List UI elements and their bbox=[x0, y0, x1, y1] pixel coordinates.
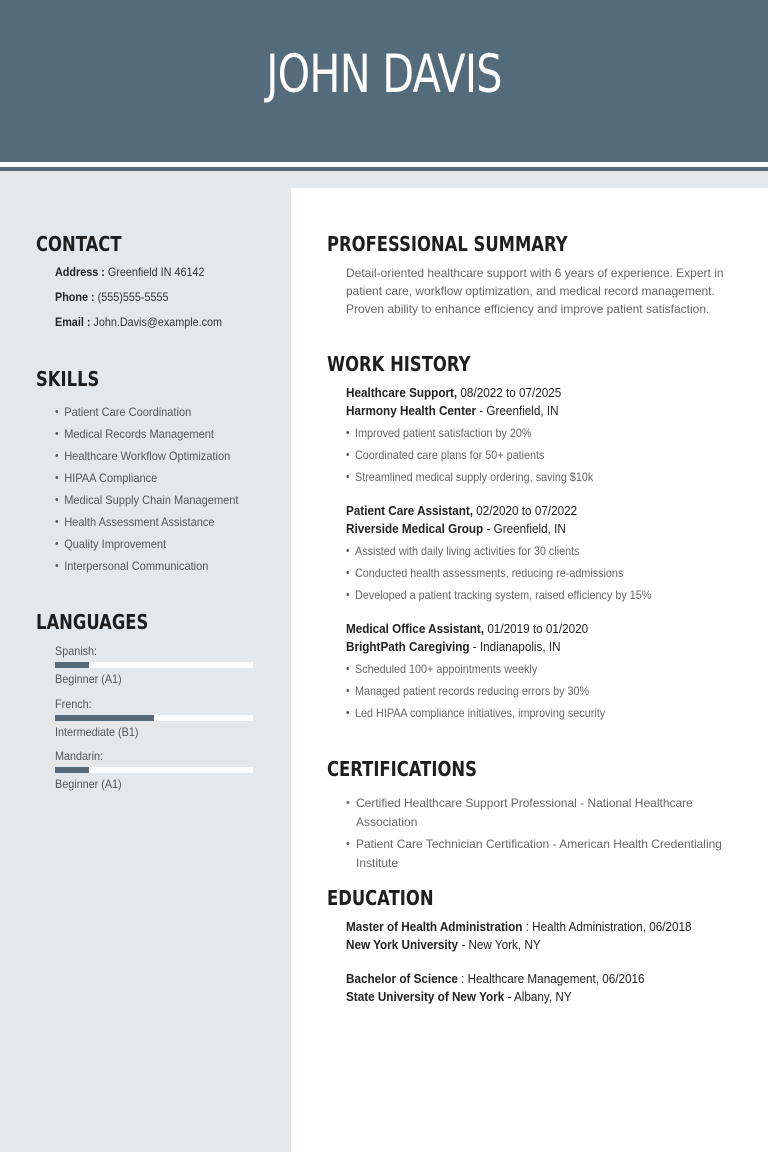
email-label: Email : bbox=[55, 315, 91, 329]
skill-item: • Patient Care Coordination bbox=[55, 404, 238, 426]
job-role: Patient Care Assistant, bbox=[346, 503, 474, 518]
languages-heading: LANGUAGES bbox=[36, 610, 149, 634]
job-bullet: • Developed a patient tracking system, raised efficiency by 15% bbox=[346, 587, 651, 609]
education-location: - New York, NY bbox=[458, 937, 541, 952]
certification-item: • Certified Healthcare Support Professional - National Healthcare Association bbox=[346, 794, 736, 832]
job-employer-line bbox=[346, 521, 566, 536]
language-bar bbox=[55, 662, 253, 668]
education-detail: : Health Administration, 06/2018 bbox=[522, 919, 692, 934]
job-role: Healthcare Support, bbox=[346, 385, 458, 400]
education-heading: EDUCATION bbox=[327, 886, 434, 910]
skill-item: • Medical Supply Chain Management bbox=[55, 492, 238, 514]
language-bar-fill bbox=[55, 715, 154, 721]
contact-heading: CONTACT bbox=[36, 232, 122, 256]
education-school: State University of New York bbox=[346, 989, 505, 1004]
language-bar bbox=[55, 767, 253, 773]
education-school: New York University bbox=[346, 937, 459, 952]
skill-item: • Interpersonal Communication bbox=[55, 558, 238, 580]
job-employer: Harmony Health Center bbox=[346, 403, 477, 418]
job-bullets bbox=[346, 543, 685, 609]
skills-heading: SKILLS bbox=[36, 367, 100, 391]
job-bullet: • Streamlined medical supply ordering, saving $10k bbox=[346, 469, 593, 491]
language-bar bbox=[55, 715, 253, 721]
sidebar bbox=[0, 188, 291, 1152]
job-title-line bbox=[346, 503, 577, 518]
address-label: Address : bbox=[55, 265, 105, 279]
skill-item: • Medical Records Management bbox=[55, 426, 238, 448]
job-bullets bbox=[346, 425, 621, 491]
job-title-line bbox=[346, 621, 588, 636]
separator-band bbox=[0, 171, 768, 188]
candidate-name: JOHN DAVIS bbox=[266, 44, 502, 105]
job-dates: 02/2020 to 07/2022 bbox=[473, 503, 578, 518]
education-detail: : Healthcare Management, 06/2016 bbox=[457, 971, 645, 986]
job-employer: BrightPath Caregiving bbox=[346, 639, 470, 654]
work-history-heading: WORK HISTORY bbox=[327, 352, 471, 376]
job-employer-line bbox=[346, 403, 559, 418]
job-bullet: • Improved patient satisfaction by 20% bbox=[346, 425, 593, 447]
contact-email bbox=[55, 315, 222, 329]
summary-text: Detail-oriented healthcare support with 6 years of experience. Expert in patient care, workflow optimization, and medical record management. Proven ability to enhance efficiency and improve patient satisfaction. bbox=[346, 266, 724, 316]
certification-item: • Patient Care Technician Certification - American Health Credentialing Institute bbox=[346, 835, 736, 873]
job-employer-line bbox=[346, 639, 561, 654]
education-degree-line bbox=[346, 919, 691, 934]
language-level: Intermediate (B1) bbox=[55, 725, 139, 739]
certifications-list bbox=[346, 794, 736, 876]
education-school-line bbox=[346, 937, 541, 952]
education-location: - Albany, NY bbox=[504, 989, 572, 1004]
job-bullet: • Scheduled 100+ appointments weekly bbox=[346, 661, 605, 683]
skill-item: • Quality Improvement bbox=[55, 536, 238, 558]
job-location: - Greenfield, IN bbox=[476, 403, 559, 418]
language-name: Mandarin: bbox=[55, 749, 104, 763]
skill-item: • HIPAA Compliance bbox=[55, 470, 238, 492]
certifications-heading: CERTIFICATIONS bbox=[327, 757, 477, 781]
education-school-line bbox=[346, 989, 572, 1004]
contact-address bbox=[55, 265, 204, 279]
summary-heading: PROFESSIONAL SUMMARY bbox=[327, 232, 568, 256]
job-bullet: • Conducted health assessments, reducing re-admissions bbox=[346, 565, 651, 587]
job-bullets bbox=[346, 661, 634, 727]
job-role: Medical Office Assistant, bbox=[346, 621, 485, 636]
phone-value: (555)555-5555 bbox=[97, 290, 169, 304]
education-degree-line bbox=[346, 971, 645, 986]
job-bullet: • Managed patient records reducing errors by 30% bbox=[346, 683, 605, 705]
job-location: - Indianapolis, IN bbox=[469, 639, 561, 654]
job-dates: 01/2019 to 01/2020 bbox=[484, 621, 589, 636]
education-degree: Master of Health Administration bbox=[346, 919, 523, 934]
language-name: French: bbox=[55, 697, 92, 711]
language-name: Spanish: bbox=[55, 644, 98, 658]
skill-item: • Healthcare Workflow Optimization bbox=[55, 448, 238, 470]
job-dates: 08/2022 to 07/2025 bbox=[457, 385, 562, 400]
job-employer: Riverside Medical Group bbox=[346, 521, 484, 536]
job-bullet: • Coordinated care plans for 50+ patients bbox=[346, 447, 593, 469]
language-bar-fill bbox=[55, 767, 89, 773]
language-level: Beginner (A1) bbox=[55, 777, 122, 791]
job-bullet: • Assisted with daily living activities for 30 clients bbox=[346, 543, 651, 565]
skills-list bbox=[55, 404, 254, 580]
skill-item: • Health Assessment Assistance bbox=[55, 514, 238, 536]
language-bar-fill bbox=[55, 662, 89, 668]
phone-label: Phone : bbox=[55, 290, 95, 304]
education-degree: Bachelor of Science bbox=[346, 971, 458, 986]
job-bullet: • Led HIPAA compliance initiatives, improving security bbox=[346, 705, 605, 727]
contact-phone bbox=[55, 290, 168, 304]
job-location: - Greenfield, IN bbox=[483, 521, 566, 536]
address-value: Greenfield IN 46142 bbox=[107, 265, 205, 279]
language-level: Beginner (A1) bbox=[55, 672, 122, 686]
email-value: John.Davis@example.com bbox=[93, 315, 223, 329]
job-title-line bbox=[346, 385, 561, 400]
